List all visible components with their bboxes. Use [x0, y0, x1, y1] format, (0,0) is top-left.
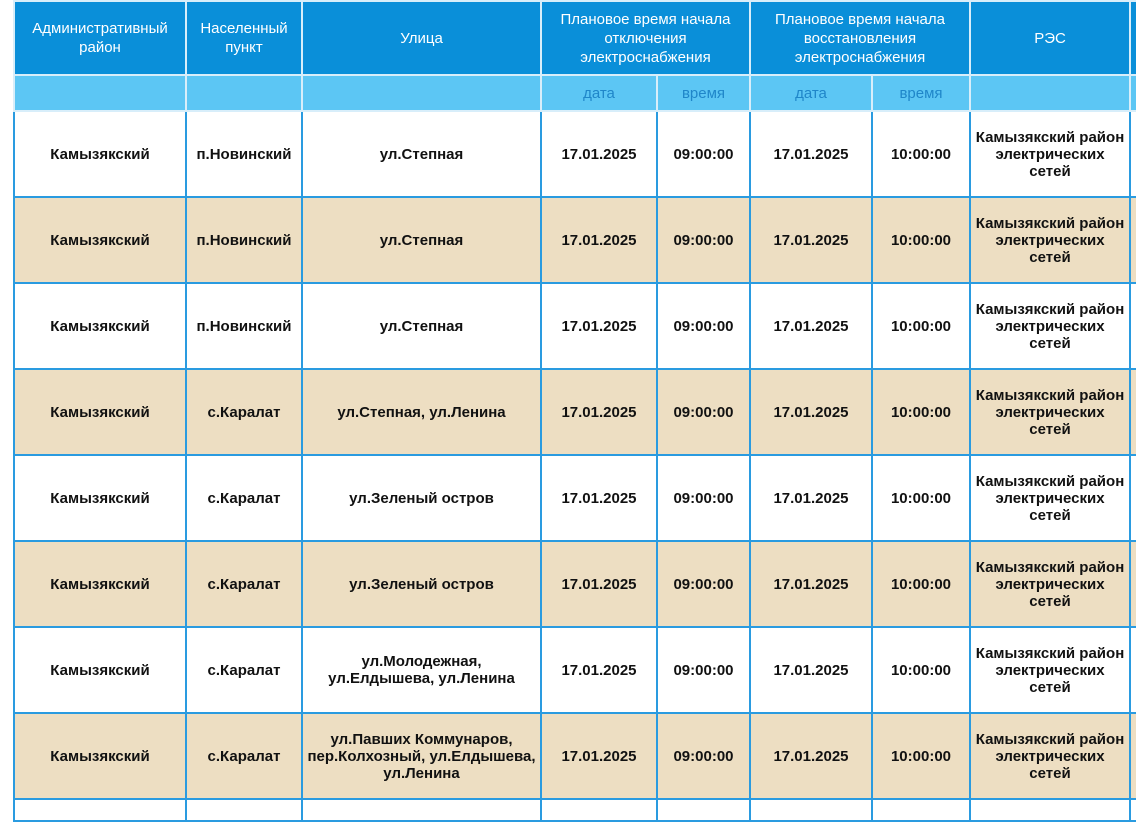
cell-off-time: 09:00:00 — [657, 455, 750, 541]
cell-on-time — [872, 799, 970, 821]
outage-schedule-table — [13, 0, 1136, 822]
cell-on-time: 10:00:00 — [872, 369, 970, 455]
table-row — [14, 541, 1136, 627]
table-row — [14, 283, 1136, 369]
cell-off-date: 17.01.2025 — [541, 197, 657, 283]
cell-settlement: с.Каралат — [186, 713, 302, 799]
subheader-on-date: дата — [750, 75, 872, 111]
cell-off-date: 17.01.2025 — [541, 713, 657, 799]
cell-district: Камызякский — [14, 369, 186, 455]
cell-extra — [1130, 713, 1136, 799]
cell-on-time: 10:00:00 — [872, 713, 970, 799]
cell-on-date: 17.01.2025 — [750, 713, 872, 799]
cell-off-date: 17.01.2025 — [541, 283, 657, 369]
cell-street: ул.Степная — [302, 283, 541, 369]
cell-street: ул.Степная — [302, 197, 541, 283]
cell-on-date: 17.01.2025 — [750, 283, 872, 369]
cell-on-date: 17.01.2025 — [750, 111, 872, 197]
table-row — [14, 455, 1136, 541]
cell-extra — [1130, 627, 1136, 713]
cell-extra — [1130, 369, 1136, 455]
cell-street: ул.Степная — [302, 111, 541, 197]
cell-extra — [1130, 455, 1136, 541]
cell-off-date: 17.01.2025 — [541, 627, 657, 713]
outage-table-container — [13, 0, 1136, 824]
cell-district: Камызякский — [14, 283, 186, 369]
cell-off-time: 09:00:00 — [657, 283, 750, 369]
cell-settlement: п.Новинский — [186, 111, 302, 197]
header-settlement: Населенный пункт — [186, 1, 302, 75]
cell-street: ул.Молодежная, ул.Елдышева, ул.Ленина — [302, 627, 541, 713]
cell-res: Камызякский район электрических сетей — [970, 111, 1130, 197]
header-on-time: Плановое время начала восстановления электроснабжения — [750, 1, 970, 75]
subheader-empty — [14, 75, 186, 111]
subheader-empty — [970, 75, 1130, 111]
cell-on-time: 10:00:00 — [872, 283, 970, 369]
table-row — [14, 111, 1136, 197]
cell-on-date: 17.01.2025 — [750, 369, 872, 455]
subheader-empty — [302, 75, 541, 111]
cell-off-date: 17.01.2025 — [541, 541, 657, 627]
cell-settlement: п.Новинский — [186, 283, 302, 369]
cell-district — [14, 799, 186, 821]
cell-on-date: 17.01.2025 — [750, 541, 872, 627]
subheader-empty — [1130, 75, 1136, 111]
cell-off-date: 17.01.2025 — [541, 111, 657, 197]
subheader-empty — [186, 75, 302, 111]
cell-district: Камызякский — [14, 627, 186, 713]
cell-on-time: 10:00:00 — [872, 455, 970, 541]
cell-extra — [1130, 197, 1136, 283]
cell-res: Камызякский район электрических сетей — [970, 283, 1130, 369]
cell-on-time: 10:00:00 — [872, 627, 970, 713]
cell-district: Камызякский — [14, 713, 186, 799]
cell-on-time: 10:00:00 — [872, 541, 970, 627]
cell-district: Камызякский — [14, 541, 186, 627]
subheader-off-date: дата — [541, 75, 657, 111]
cell-off-date: 17.01.2025 — [541, 455, 657, 541]
cell-on-date — [750, 799, 872, 821]
cell-settlement — [186, 799, 302, 821]
cell-res: Камызякский район электрических сетей — [970, 455, 1130, 541]
cell-res: Камызякский район электрических сетей — [970, 713, 1130, 799]
cell-district: Камызякский — [14, 455, 186, 541]
cell-res: Камызякский район электрических сетей — [970, 541, 1130, 627]
cell-settlement: с.Каралат — [186, 541, 302, 627]
cell-res — [970, 799, 1130, 821]
cell-off-time — [657, 799, 750, 821]
cell-on-date: 17.01.2025 — [750, 197, 872, 283]
table-row — [14, 799, 1136, 821]
cell-off-time: 09:00:00 — [657, 197, 750, 283]
cell-district: Камызякский — [14, 197, 186, 283]
cell-on-date: 17.01.2025 — [750, 455, 872, 541]
cell-street: ул.Зеленый остров — [302, 455, 541, 541]
cell-off-time: 09:00:00 — [657, 627, 750, 713]
cell-off-time: 09:00:00 — [657, 111, 750, 197]
subheader-off-time: время — [657, 75, 750, 111]
table-row — [14, 713, 1136, 799]
subheader-on-time: время — [872, 75, 970, 111]
header-extra — [1130, 1, 1136, 75]
cell-street: ул.Степная, ул.Ленина — [302, 369, 541, 455]
cell-off-time: 09:00:00 — [657, 541, 750, 627]
header-street: Улица — [302, 1, 541, 75]
cell-district: Камызякский — [14, 111, 186, 197]
table-row — [14, 197, 1136, 283]
cell-off-date: 17.01.2025 — [541, 369, 657, 455]
cell-street — [302, 799, 541, 821]
header-off-time: Плановое время начала отключения электроснабжения — [541, 1, 750, 75]
cell-on-date: 17.01.2025 — [750, 627, 872, 713]
cell-settlement: п.Новинский — [186, 197, 302, 283]
header-row — [14, 1, 1136, 75]
cell-off-date — [541, 799, 657, 821]
cell-on-time: 10:00:00 — [872, 197, 970, 283]
cell-res: Камызякский район электрических сетей — [970, 627, 1130, 713]
cell-settlement: с.Каралат — [186, 455, 302, 541]
cell-extra — [1130, 541, 1136, 627]
cell-extra — [1130, 799, 1136, 821]
table-row — [14, 627, 1136, 713]
table-row — [14, 369, 1136, 455]
cell-settlement: с.Каралат — [186, 369, 302, 455]
cell-street: ул.Зеленый остров — [302, 541, 541, 627]
cell-off-time: 09:00:00 — [657, 369, 750, 455]
cell-res: Камызякский район электрических сетей — [970, 369, 1130, 455]
cell-extra — [1130, 111, 1136, 197]
cell-off-time: 09:00:00 — [657, 713, 750, 799]
cell-on-time: 10:00:00 — [872, 111, 970, 197]
cell-settlement: с.Каралат — [186, 627, 302, 713]
subheader-row — [14, 75, 1136, 111]
cell-extra — [1130, 283, 1136, 369]
cell-street: ул.Павших Коммунаров, пер.Колхозный, ул.Елдышева, ул.Ленина — [302, 713, 541, 799]
header-district: Административный район — [14, 1, 186, 75]
header-res: РЭС — [970, 1, 1130, 75]
cell-res: Камызякский район электрических сетей — [970, 197, 1130, 283]
